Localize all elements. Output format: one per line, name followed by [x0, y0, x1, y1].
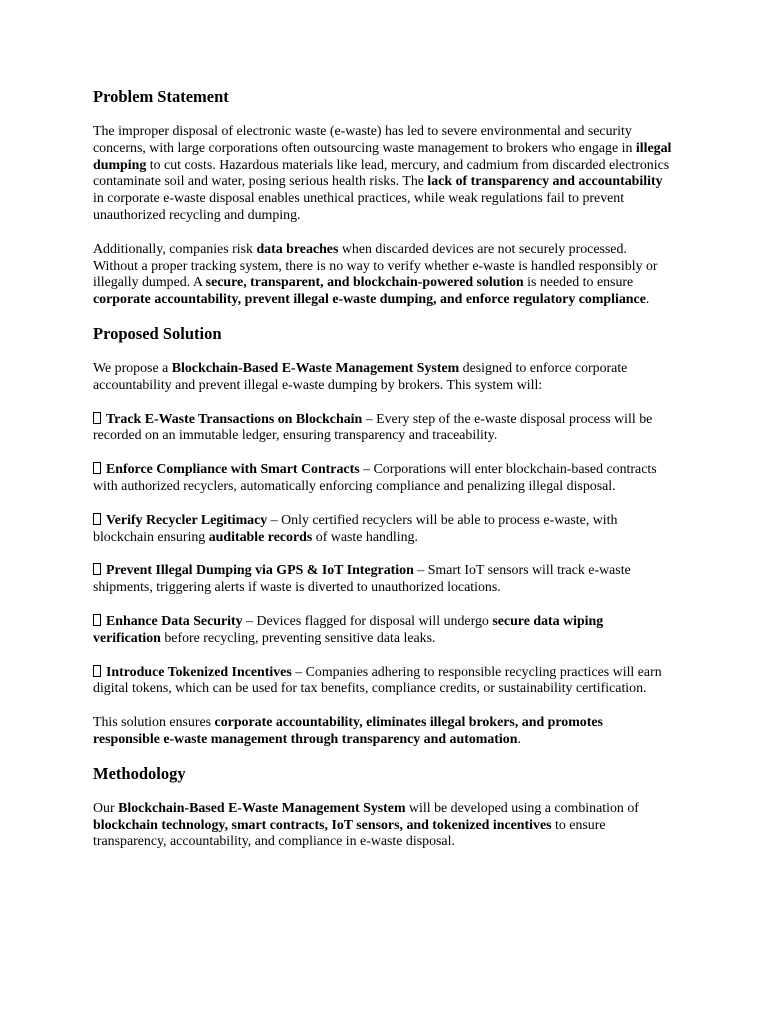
bold-text-run: blockchain technology, smart contracts, IoT sensors, and tokenized incentives — [93, 817, 552, 833]
text-run: The improper disposal of electronic waste (e-waste) has led to severe environmental and security concerns, with large corporations often outsourcing waste management to brokers who engage in — [93, 124, 636, 156]
solution-item-data-security — [93, 614, 673, 648]
bold-text-run: secure, transparent, and blockchain-powered solution — [205, 275, 524, 291]
text-run: – Companies adhering to responsible recycling practices will earn digital tokens, which can be used for tax benefits, compliance credits, or sustainability certification. — [93, 664, 662, 697]
text-run: – Devices flagged for disposal will undergo — [242, 613, 493, 629]
bold-text-run: Enforce Compliance with Smart Contracts — [106, 462, 360, 478]
text-run: . — [645, 292, 650, 308]
text-run: when discarded devices are not securely processed. Without a proper tracking system, there is no way to verify whether e-waste is handled responsibly or illegally dumped. A — [93, 241, 658, 291]
text-run: We propose a — [93, 360, 172, 376]
text-run: before recycling, preventing sensitive data leaks. — [160, 630, 436, 646]
solution-conclusion — [93, 715, 673, 749]
missing-glyph-box-icon — [93, 513, 101, 525]
bold-text-run: Blockchain-Based E-Waste Management System — [171, 360, 460, 376]
problem-paragraph-1 — [93, 124, 673, 225]
heading-methodology: Methodology — [93, 763, 186, 783]
bold-text-run: auditable records — [208, 529, 313, 545]
text-run: is needed to ensure — [523, 275, 634, 291]
solution-item-smart-contracts — [93, 462, 673, 496]
bold-text-run: data breaches — [256, 241, 339, 257]
solution-item-track-transactions — [93, 412, 673, 446]
bold-text-run: corporate accountability, prevent illegal e-waste dumping, and enforce regulatory compliance — [93, 292, 646, 308]
bold-text-run: lack of transparency and accountability — [427, 174, 663, 190]
missing-glyph-box-icon — [93, 412, 101, 424]
heading-proposed-solution: Proposed Solution — [93, 323, 222, 343]
missing-glyph-box-icon — [93, 614, 101, 626]
bold-text-run: Prevent Illegal Dumping via GPS & IoT Integration — [106, 563, 414, 579]
text-run: designed to enforce corporate accountability and prevent illegal e-waste dumping by brokers. This system will: — [93, 360, 628, 393]
missing-glyph-box-icon — [93, 665, 101, 677]
solution-item-gps-iot — [93, 563, 673, 597]
missing-glyph-box-icon — [93, 462, 101, 474]
text-run: – Smart IoT sensors will track e-waste shipments, triggering alerts if waste is diverted to unauthorized locations. — [93, 563, 631, 596]
text-run: of waste handling. — [312, 529, 418, 545]
text-run: – Corporations will enter blockchain-based contracts with authorized recyclers, automatically enforcing compliance and penalizing illegal disposal. — [93, 462, 657, 494]
bold-text-run: Enhance Data Security — [106, 613, 243, 629]
heading-problem-statement: Problem Statement — [93, 87, 229, 106]
bold-text-run: illegal dumping — [93, 140, 672, 173]
text-run: Additionally, companies risk — [93, 241, 257, 257]
text-run: to ensure transparency, accountability, and compliance in e-waste disposal. — [93, 817, 606, 850]
text-run: Our — [93, 800, 119, 816]
bold-text-run: Verify Recycler Legitimacy — [106, 512, 268, 528]
document-page — [93, 87, 673, 851]
bold-text-run: Introduce Tokenized Incentives — [106, 664, 292, 680]
text-run: . — [517, 731, 521, 747]
problem-paragraph-2 — [93, 242, 673, 309]
solution-intro — [93, 361, 673, 395]
text-run: in corporate e-waste disposal enables unethical practices, while weak regulations fail to prevent unauthorized recycling and dumping. — [93, 191, 625, 223]
missing-glyph-box-icon — [93, 563, 101, 575]
bold-text-run: Track E-Waste Transactions on Blockchain — [106, 411, 363, 427]
text-run: This solution ensures — [93, 715, 215, 731]
bold-text-run: Blockchain-Based E-Waste Management System — [118, 800, 406, 816]
bold-text-run: corporate accountability, eliminates illegal brokers, and promotes responsible e-waste management through transparency and automation — [93, 715, 603, 747]
solution-item-verify-recycler — [93, 513, 673, 547]
solution-item-tokenized-incentives — [93, 665, 673, 699]
text-run: – Only certified recyclers will be able to process e-waste, with blockchain ensuring — [93, 512, 618, 545]
methodology-paragraph-1 — [93, 801, 673, 851]
bold-text-run: secure data wiping verification — [93, 613, 604, 646]
text-run: to cut costs. Hazardous materials like lead, mercury, and cadmium from discarded electronics contaminate soil and water, posing serious health risks. The — [93, 157, 670, 190]
text-run: – Every step of the e-waste disposal process will be recorded on an immutable ledger, ensuring transparency and traceability. — [93, 411, 653, 444]
text-run: will be developed using a combination of — [405, 800, 639, 816]
